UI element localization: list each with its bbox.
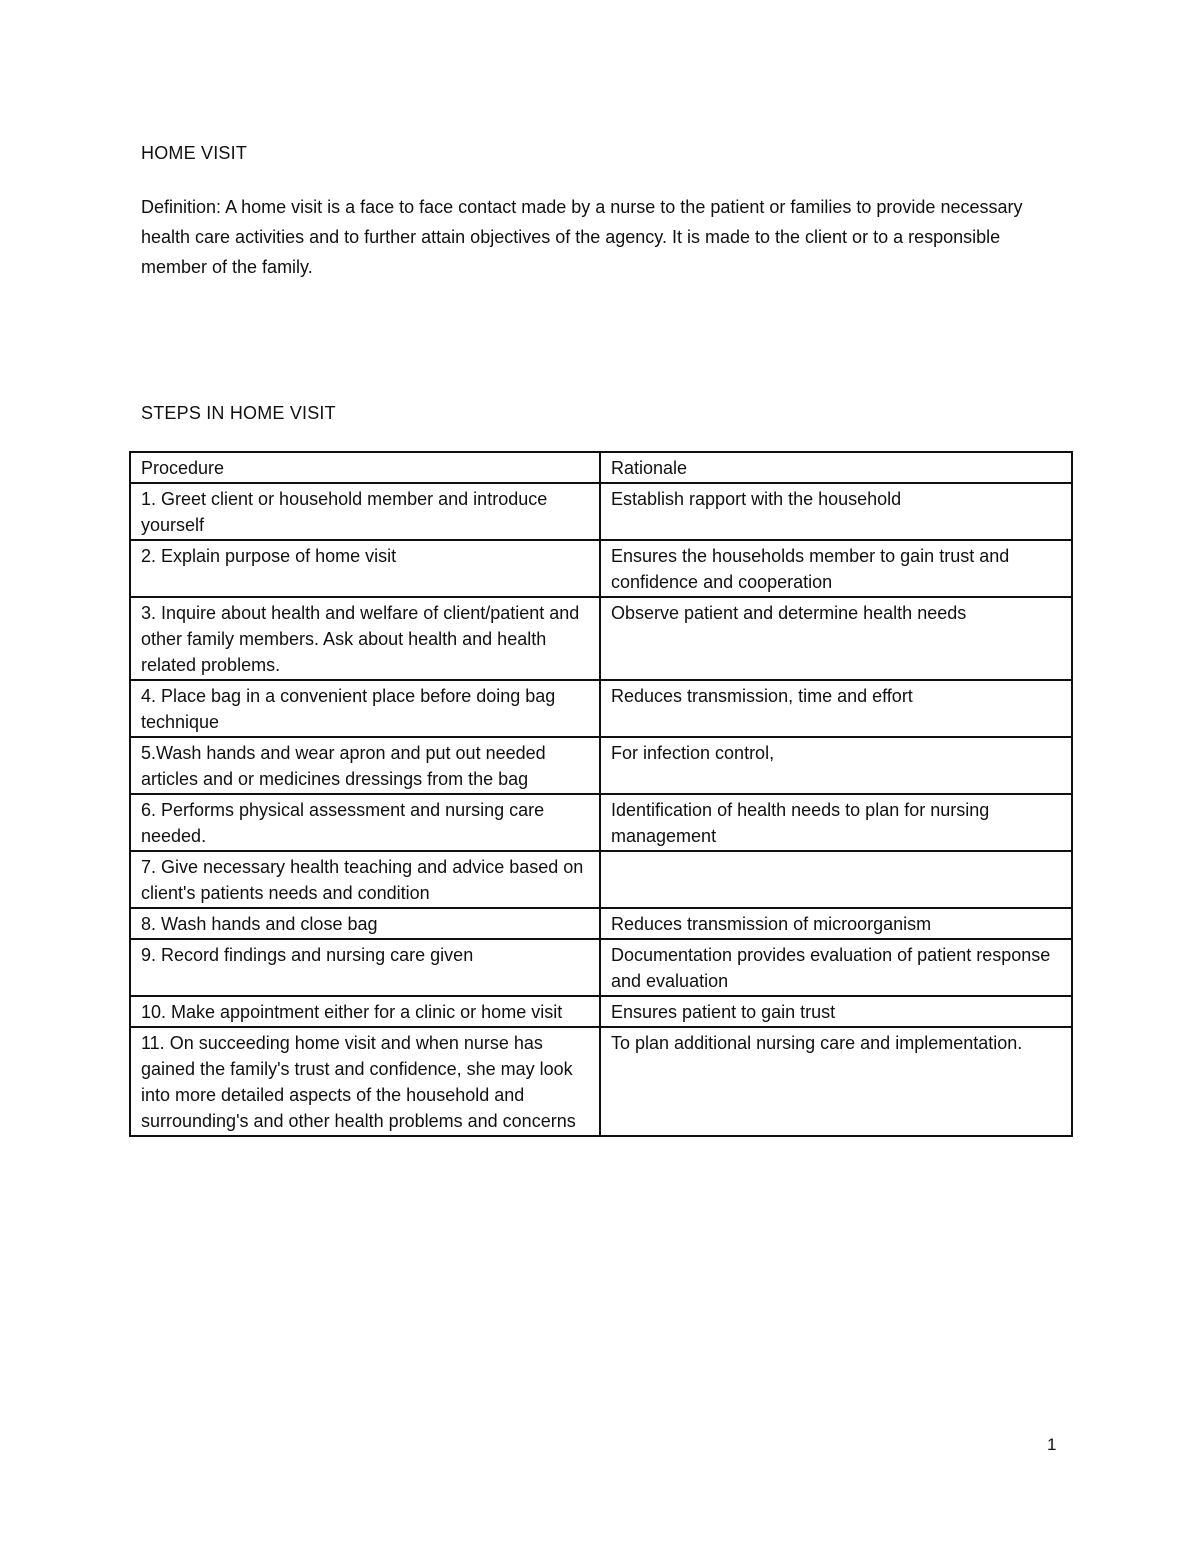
rationale-cell: Documentation provides evaluation of patient response and evaluation xyxy=(600,939,1072,996)
rationale-cell: Reduces transmission of microorganism xyxy=(600,908,1072,939)
procedure-cell: 3. Inquire about health and welfare of client/patient and other family members. Ask about health and health related problems. xyxy=(130,597,600,680)
table-row xyxy=(130,737,1072,794)
steps-table xyxy=(129,451,1073,1137)
rationale-cell: For infection control, xyxy=(600,737,1072,794)
procedure-cell: 9. Record findings and nursing care given xyxy=(130,939,600,996)
table-row xyxy=(130,851,1072,908)
procedure-cell: 1. Greet client or household member and introduce yourself xyxy=(130,483,600,540)
rationale-cell: Establish rapport with the household xyxy=(600,483,1072,540)
rationale-cell xyxy=(600,851,1072,908)
procedure-cell: 5.Wash hands and wear apron and put out needed articles and or medicines dressings from the bag xyxy=(130,737,600,794)
rationale-cell: Reduces transmission, time and effort xyxy=(600,680,1072,737)
table-row xyxy=(130,597,1072,680)
definition-text: A home visit is a face to face contact made by a nurse to the patient or families to provide necessary health care activities and to further attain objectives of the agency. It is made to the client or to a responsible member of the family. xyxy=(141,197,1023,277)
procedure-cell: 8. Wash hands and close bag xyxy=(130,908,600,939)
rationale-cell: Ensures patient to gain trust xyxy=(600,996,1072,1027)
table-row xyxy=(130,680,1072,737)
procedure-cell: 6. Performs physical assessment and nursing care needed. xyxy=(130,794,600,851)
header-procedure: Procedure xyxy=(130,452,600,483)
page-number: 1 xyxy=(1047,1435,1057,1454)
table-row xyxy=(130,794,1072,851)
steps-heading: STEPS IN HOME VISIT xyxy=(141,403,336,423)
table-row xyxy=(130,1027,1072,1136)
rationale-cell: Observe patient and determine health needs xyxy=(600,597,1072,680)
rationale-cell: Identification of health needs to plan for nursing management xyxy=(600,794,1072,851)
procedure-cell: 11. On succeeding home visit and when nurse has gained the family's trust and confidence, she may look into more detailed aspects of the household and surrounding's and other health problems and concerns xyxy=(130,1027,600,1136)
definition-paragraph xyxy=(141,192,1061,282)
header-rationale: Rationale xyxy=(600,452,1072,483)
table-row xyxy=(130,939,1072,996)
page-title: HOME VISIT xyxy=(141,143,248,163)
table-row xyxy=(130,996,1072,1027)
table-row xyxy=(130,483,1072,540)
procedure-cell: 7. Give necessary health teaching and advice based on client's patients needs and condition xyxy=(130,851,600,908)
table-row xyxy=(130,908,1072,939)
table-row xyxy=(130,540,1072,597)
definition-label: Definition: xyxy=(141,197,222,217)
table-header-row xyxy=(130,452,1072,483)
rationale-cell: Ensures the households member to gain trust and confidence and cooperation xyxy=(600,540,1072,597)
rationale-cell: To plan additional nursing care and implementation. xyxy=(600,1027,1072,1136)
procedure-cell: 4. Place bag in a convenient place before doing bag technique xyxy=(130,680,600,737)
procedure-cell: 2. Explain purpose of home visit xyxy=(130,540,600,597)
procedure-cell: 10. Make appointment either for a clinic or home visit xyxy=(130,996,600,1027)
